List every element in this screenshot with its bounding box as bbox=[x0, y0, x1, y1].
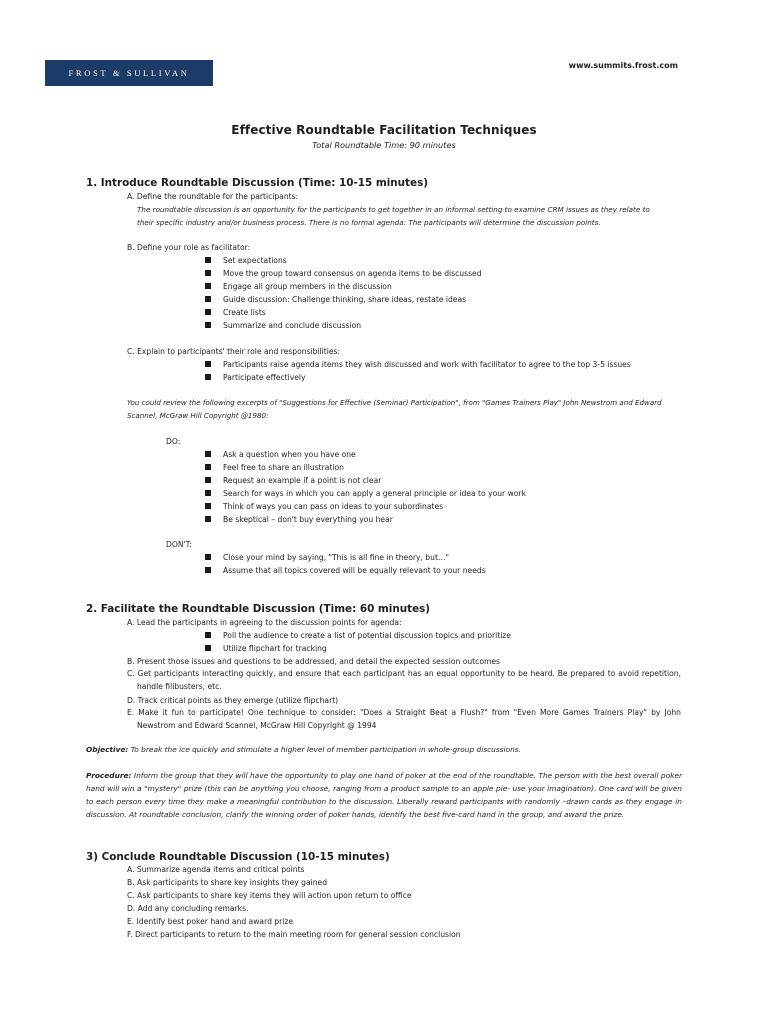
section2-heading: 2. Facilitate the Roundtable Discussion (Time: 60 minutes) bbox=[86, 603, 431, 615]
list-item: Close your mind by saying, "This is all fine in theory, but…" bbox=[205, 553, 449, 563]
dont-label: DON'T: bbox=[166, 540, 192, 549]
list-item: Assume that all topics covered will be equally relevant to your needs bbox=[205, 566, 486, 576]
list-item: D. Add any concluding remarks. bbox=[127, 904, 249, 913]
procedure-label: Procedure: bbox=[86, 771, 132, 780]
bullet-square-icon bbox=[205, 322, 211, 328]
page-title: Effective Roundtable Facilitation Techniques bbox=[231, 123, 537, 137]
list-item: Search for ways in which you can apply a general principle or idea to your work bbox=[205, 489, 526, 499]
bullet-square-icon bbox=[205, 374, 211, 380]
bullet-square-icon bbox=[205, 451, 211, 457]
bullet-square-icon bbox=[205, 516, 211, 522]
bullet-square-icon bbox=[205, 490, 211, 496]
list-item: Participate effectively bbox=[205, 373, 306, 383]
list-item: Create lists bbox=[205, 308, 266, 318]
bullet-square-icon bbox=[205, 296, 211, 302]
bullet-square-icon bbox=[205, 645, 211, 651]
section2-d: D. Track critical points as they emerge (utilize flipchart) bbox=[127, 696, 339, 705]
list-item: Engage all group members in the discussion bbox=[205, 282, 392, 292]
list-item: Guide discussion: Challenge thinking, share ideas, restate ideas bbox=[205, 295, 466, 305]
procedure-paragraph: Procedure: Inform the group that they will have the opportunity to play one hand of poker at the end of the roundtable. The person with the best overall poker hand will win a "mystery" prize (this can be anything you choose, ranging from a product sample to an apple pie- use your imagination). One card will be given to each person every time they make a meaningful contribution to the discussion. Liberally reward participants with randomly –drawn cards as they engage in discussion. At roundtable conclusion, clarify the winning order of poker hands, identify the best five-card hand in the group, and award the prize. bbox=[86, 771, 682, 819]
list-item: Poll the audience to create a list of potential discussion topics and prioritize bbox=[205, 631, 511, 641]
do-label: DO: bbox=[166, 437, 181, 446]
review-note-line2: Scannel, McGraw Hill Copyright @1980: bbox=[127, 411, 269, 420]
section3-heading: 3) Conclude Roundtable Discussion (10-15 minutes) bbox=[86, 851, 390, 863]
list-item: Feel free to share an illustration bbox=[205, 463, 344, 473]
list-item: Request an example if a point is not clear bbox=[205, 476, 381, 486]
bullet-square-icon bbox=[205, 567, 211, 573]
list-item: Summarize and conclude discussion bbox=[205, 321, 361, 331]
list-item: F. Direct participants to return to the main meeting room for general session conclusion bbox=[127, 930, 461, 939]
objective-paragraph: Objective: To break the ice quickly and stimulate a higher level of member participation in whole-group discussions. bbox=[86, 745, 522, 754]
bullet-square-icon bbox=[205, 503, 211, 509]
section2-a-label: A. Lead the participants in agreeing to the discussion points for agenda: bbox=[127, 618, 402, 627]
bullet-square-icon bbox=[205, 283, 211, 289]
bullet-square-icon bbox=[205, 270, 211, 276]
list-item: Think of ways you can pass on ideas to your subordinates bbox=[205, 502, 443, 512]
bullet-square-icon bbox=[205, 477, 211, 483]
frost-sullivan-logo: FROST & SULLIVAN bbox=[45, 60, 213, 86]
page-subtitle: Total Roundtable Time: 90 minutes bbox=[312, 140, 456, 150]
list-item: Participants raise agenda items they wish discussed and work with facilitator to agree to the top 3-5 issues bbox=[205, 360, 631, 370]
section2-b: B. Present those issues and questions to be addressed, and detail the expected session outcomes bbox=[127, 657, 500, 666]
section1-a-text-line2: their specific industry and/or business process. There is no formal agenda: The participants will determine the discussion points. bbox=[137, 218, 601, 227]
section2-e: E. Make it fun to participate! One technique to consider: "Does a Straight Beat a Flush?" from "Even More Games Trainers Play" by John Newstrom and Edward Scannel, McGraw Hill Copyright @ 1994 bbox=[127, 708, 681, 730]
section1-a-text-line1: The roundtable discussion is an opportunity for the participants to get together in an informal setting to examine CRM issues as they relate to bbox=[137, 205, 650, 214]
bullet-square-icon bbox=[205, 632, 211, 638]
bullet-square-icon bbox=[205, 361, 211, 367]
list-item: Be skeptical – don't buy everything you hear bbox=[205, 515, 393, 525]
list-item: Utilize flipchart for tracking bbox=[205, 644, 327, 654]
list-item: C. Ask participants to share key items they will action upon return to office bbox=[127, 891, 412, 900]
list-item: B. Ask participants to share key insights they gained bbox=[127, 878, 328, 887]
website-url[interactable]: www.summits.frost.com bbox=[568, 61, 678, 70]
section1-c-label: C. Explain to participants' their role and responsibilities: bbox=[127, 347, 341, 356]
list-item: Move the group toward consensus on agenda items to be discussed bbox=[205, 269, 482, 279]
bullet-square-icon bbox=[205, 309, 211, 315]
list-item: E. Identify best poker hand and award prize bbox=[127, 917, 294, 926]
list-item: A. Summarize agenda items and critical points bbox=[127, 865, 305, 874]
objective-label: Objective: bbox=[86, 745, 129, 754]
section1-heading: 1. Introduce Roundtable Discussion (Time: 10-15 minutes) bbox=[86, 177, 428, 189]
review-note-line1: You could review the following excerpts of "Suggestions for Effective (Seminar) Participation", from "Games Trainers Play" John Newstrom and Edward bbox=[127, 398, 662, 407]
bullet-square-icon bbox=[205, 554, 211, 560]
title-block bbox=[0, 123, 768, 150]
section2-c: C. Get participants interacting quickly, and ensure that each participant has an equal opportunity to be heard. Be prepared to avoid repetition, handle filibusters, etc. bbox=[127, 669, 681, 691]
section1-a-label: A. Define the roundtable for the participants: bbox=[127, 192, 299, 201]
bullet-square-icon bbox=[205, 464, 211, 470]
bullet-square-icon bbox=[205, 257, 211, 263]
list-item: Set expectations bbox=[205, 256, 287, 266]
list-item: Ask a question when you have one bbox=[205, 450, 356, 460]
section1-b-label: B. Define your role as facilitator: bbox=[127, 243, 251, 252]
